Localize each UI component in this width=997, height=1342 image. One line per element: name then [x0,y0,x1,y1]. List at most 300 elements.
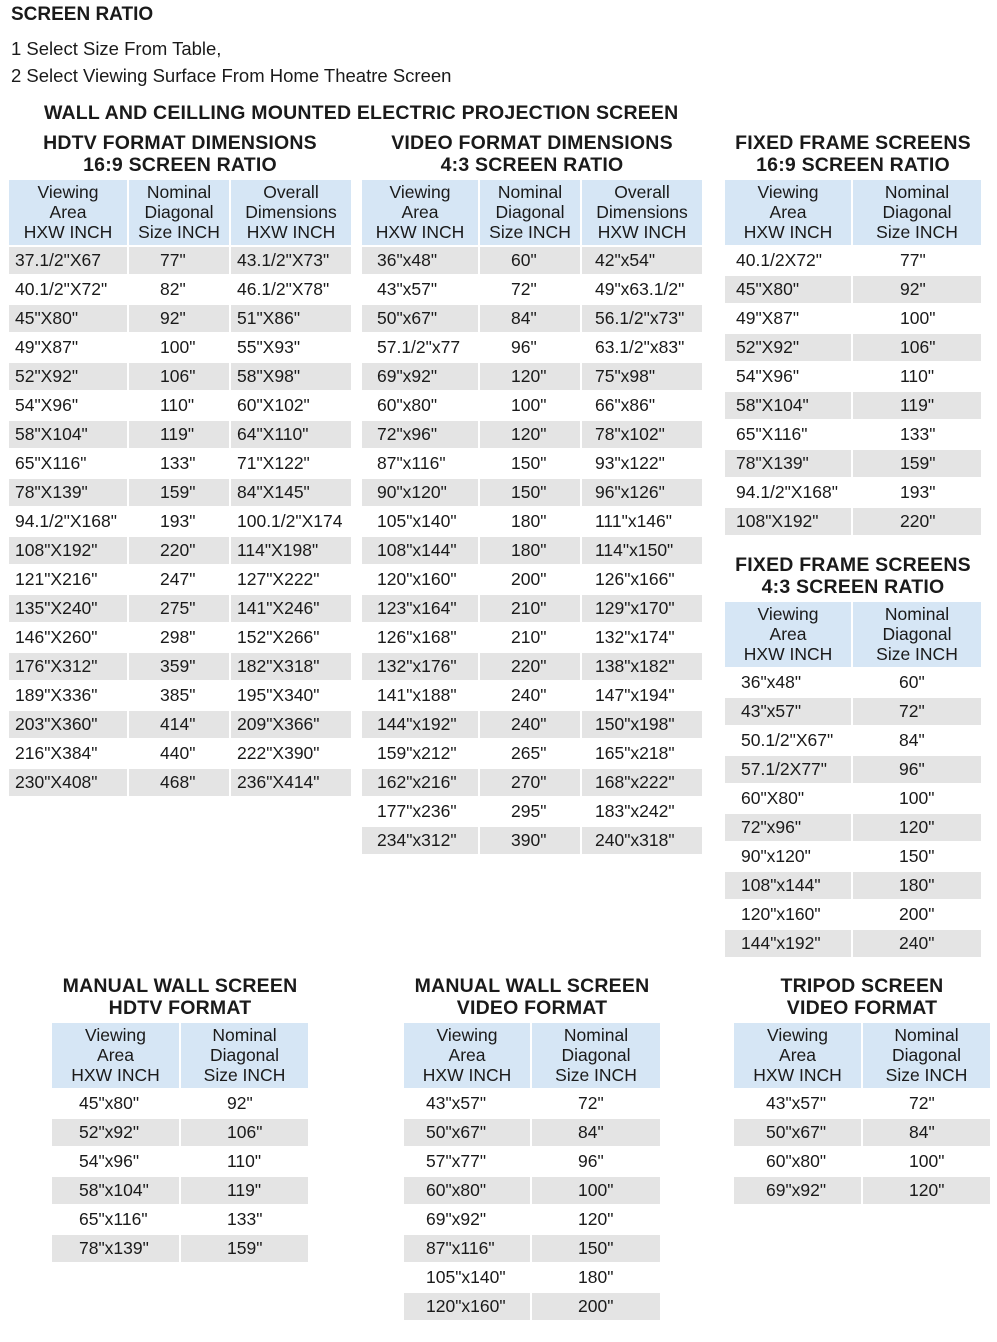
table-cell: 120"x160" [404,1293,530,1320]
table-cell: 265" [511,743,547,763]
column-header-line: Diagonal [882,624,952,644]
table-row [725,727,981,754]
table-cell: 52"X92" [9,363,127,390]
table-row [404,1235,660,1262]
table-cell: 110" [900,366,935,386]
table-row [362,624,702,651]
table-cell: 43.1/2"X73" [231,247,351,274]
table-title-line: 4:3 SCREEN RATIO [761,576,945,598]
table-cell: 45"X80" [725,276,851,303]
table-row [52,1235,308,1262]
table-cell: 132"x174" [595,627,675,647]
table-row [9,566,351,593]
table-cell: 100" [511,395,547,415]
column-header-line: Overall [614,182,670,202]
table-cell: 43"x57" [766,1093,827,1113]
table-cell: 108"x144" [362,537,478,564]
table-row [725,814,981,841]
table-row [52,1148,308,1175]
table-row [362,595,702,622]
table-row [362,363,702,390]
table-cell: 93"x122" [595,453,665,473]
table-row [9,363,351,390]
table-cell: 78"x102" [582,421,702,448]
table-cell: 84" [480,305,580,332]
table-cell: 60"x80" [766,1151,827,1171]
table-cell: 141"x188" [377,685,457,705]
column-header [52,1023,179,1088]
column-header-line: Area [97,1045,134,1065]
table-cell: 54"x96" [79,1151,140,1171]
column-header-line: Diagonal [891,1045,962,1065]
table-cell: 203"X360" [9,711,127,738]
table-cell: 92" [227,1093,253,1113]
table-cell: 87"x116" [404,1235,530,1262]
table-row [725,669,981,696]
column-header-line: Viewing [436,1025,498,1045]
table-cell: 123"x164" [362,595,478,622]
table-row [362,392,702,419]
table-cell: 234"x312" [362,827,478,854]
table-row [362,334,702,361]
table-cell: 150" [899,846,935,866]
table-cell: 468" [129,769,229,796]
table-cell: 84" [863,1119,990,1146]
table-row [52,1090,308,1117]
column-header-line: Viewing [757,604,819,624]
table-row [362,305,702,332]
table-row [725,756,981,783]
table-row [725,901,981,928]
column-header-line: Diagonal [882,202,952,222]
table-cell: 78"X139" [725,450,851,477]
table-cell: 146"X260" [15,627,98,647]
table-cell: 60" [899,672,925,692]
table-cell: 119" [129,421,229,448]
table-title-line: MANUAL WALL SCREEN [414,975,650,997]
column-header [181,1023,308,1088]
table-cell: 385" [160,685,196,705]
table-cell: 43"x57" [426,1093,487,1113]
table-row [725,479,981,506]
table-title-line: 4:3 SCREEN RATIO [440,154,624,176]
table-row [52,1206,308,1233]
table-cell: 60"X102" [237,395,310,415]
table-cell: 110" [227,1151,262,1171]
table-row [725,305,981,332]
table-row [362,740,702,767]
table-row [734,1119,990,1146]
column-header-line: Viewing [767,1025,828,1045]
table-cell: 69"x92" [426,1209,487,1229]
table-row [725,872,981,899]
table-cell: 165"x218" [595,743,675,763]
table-title-line: HDTV FORMAT DIMENSIONS [43,132,317,154]
column-header-line: Size INCH [138,222,220,242]
table-cell: 120"x160" [377,569,457,589]
table-cell: 105"x140" [426,1267,506,1287]
table-cell: 138"x182" [582,653,702,680]
table-cell: 298" [160,627,196,647]
table-row [404,1148,660,1175]
table-header [404,1023,660,1088]
table-cell: 37.1/2"X67 [9,247,127,274]
table-cell: 50"x67" [734,1119,861,1146]
table-cell: 94.1/2"X168" [736,482,838,502]
table-cell: 63.1/2"x83" [595,337,685,357]
table-cell: 82" [160,279,186,299]
column-header-line: HXW INCH [597,222,687,242]
table-cell: 84" [532,1119,660,1146]
column-header [231,180,351,245]
table-cell: 96" [853,756,981,783]
table-cell: 49"X87" [15,337,79,357]
table-cell: 72"x96" [725,814,851,841]
table-cell: 240" [511,685,547,705]
table-cell: 193" [160,511,196,531]
table-row [9,624,351,651]
table-title [404,975,660,1019]
table-cell: 106" [181,1119,308,1146]
column-header-line: Diagonal [209,1045,280,1065]
table-cell: 96"x126" [582,479,702,506]
table-cell: 210" [511,627,547,647]
column-header-line: Nominal [146,182,212,202]
table-cell: 50.1/2"X67" [741,730,834,750]
table-row [725,508,981,535]
table-cell: 120"x160" [741,904,821,924]
table-cell: 65"x116" [79,1209,148,1229]
table-cell: 56.1/2"x73" [582,305,702,332]
table-row [9,537,351,564]
table-cell: 78"x139" [52,1235,179,1262]
column-header [404,1023,530,1088]
column-header-line: Diagonal [561,1045,631,1065]
table-row [52,1177,308,1204]
table-cell: 127"X222" [237,569,320,589]
table-row [9,711,351,738]
table-row [362,798,702,825]
table-cell: 72" [511,279,537,299]
column-header-line: Nominal [563,1025,629,1045]
table-cell: 50"x67" [404,1119,530,1146]
table-row [362,682,702,709]
column-header-line: HXW INCH [743,222,833,242]
column-header-line: HXW INCH [246,222,336,242]
table-cell: 126"x166" [595,569,675,589]
table-cell: 119" [853,392,981,419]
manual-wall-video-table [404,975,660,1320]
table-row [404,1264,660,1291]
table-cell: 216"X384" [15,743,98,763]
table-cell: 72"x96" [362,421,478,448]
table-title-line: 16:9 SCREEN RATIO [83,154,277,176]
table-cell: 72" [909,1093,935,1113]
table-cell: 60"X80" [741,788,805,808]
table-row [725,247,981,274]
table-title [725,132,981,176]
table-row [362,421,702,448]
table-cell: 150" [511,453,547,473]
table-cell: 66"x86" [595,395,656,415]
table-cell: 43"x57" [725,698,851,725]
table-row [9,508,351,535]
table-row [725,276,981,303]
table-cell: 168"x222" [582,769,702,796]
table-cell: 100" [909,1151,945,1171]
table-header [725,180,981,245]
table-cell: 159" [181,1235,308,1262]
table-cell: 106" [129,363,229,390]
table-cell: 390" [480,827,580,854]
column-header [362,180,478,245]
table-cell: 72" [853,698,981,725]
tripod-screen-table [734,975,990,1204]
table-cell: 71"X122" [237,453,310,473]
instruction-2: 2 Select Viewing Surface From Home Theatre Screen [11,65,452,86]
column-header [9,180,127,245]
table-cell: 90"x120" [362,479,478,506]
column-header-line: Size INCH [489,222,571,242]
table-cell: 240" [480,711,580,738]
table-cell: 84" [899,730,925,750]
table-cell: 162"x216" [362,769,478,796]
table-cell: 120" [578,1209,614,1229]
table-row [404,1177,660,1204]
table-title-line: TRIPOD SCREEN [780,975,944,997]
table-header [734,1023,990,1088]
table-cell: 58"X98" [231,363,351,390]
table-cell: 177"x236" [377,801,457,821]
column-header-line: Viewing [37,182,99,202]
table-cell: 51"X86" [231,305,351,332]
table-cell: 60" [480,247,580,274]
table-cell: 77" [129,247,229,274]
table-cell: 230"X408" [9,769,127,796]
table-cell: 240"x318" [582,827,702,854]
table-cell: 42"x54" [582,247,702,274]
column-header-line: Area [769,202,807,222]
table-title [725,554,981,598]
table-cell: 150" [532,1235,660,1262]
column-header-line: HXW INCH [422,1065,512,1085]
table-row [9,450,351,477]
table-cell: 72" [578,1093,604,1113]
column-header-line: Nominal [497,182,563,202]
table-cell: 96" [578,1151,604,1171]
column-header [863,1023,990,1088]
table-cell: 87"x116" [377,453,446,473]
table-cell: 180" [511,511,547,531]
table-cell: 144"x192" [362,711,478,738]
column-header [725,602,851,667]
column-header-line: Viewing [85,1025,146,1045]
table-cell: 108"X192" [9,537,127,564]
table-cell: 100.1/2"X174 [237,511,343,531]
column-header-line: Size INCH [203,1065,286,1085]
table-row [725,421,981,448]
column-header-line: HXW INCH [375,222,465,242]
table-row [362,276,702,303]
table-cell: 209"X366" [231,711,351,738]
column-header [582,180,702,245]
column-header [853,602,981,667]
hdtv-format-table [9,132,351,796]
table-cell: 222"X390" [237,743,320,763]
main-title: WALL AND CEILLING MOUNTED ELECTRIC PROJECTION SCREEN [44,102,679,124]
table-row [362,537,702,564]
table-row [725,450,981,477]
table-row [52,1119,308,1146]
table-cell: 69"x92" [734,1177,861,1204]
table-cell: 200" [511,569,547,589]
table-cell: 57.1/2X77" [725,756,851,783]
table-row [362,653,702,680]
table-cell: 52"X92" [725,334,851,361]
table-cell: 106" [853,334,981,361]
table-title [9,132,351,176]
table-cell: 45"x80" [79,1093,140,1113]
table-cell: 150"x198" [582,711,702,738]
table-row [362,769,702,796]
table-row [734,1148,990,1175]
table-header [362,180,702,245]
table-cell: 189"X336" [15,685,98,705]
column-header-line: Size INCH [876,644,958,664]
table-cell: 114"X198" [231,537,351,564]
table-cell: 183"x242" [595,801,675,821]
table-row [9,595,351,622]
table-cell: 108"X192" [725,508,851,535]
table-row [725,392,981,419]
table-cell: 119" [181,1177,308,1204]
table-row [362,508,702,535]
table-row [9,247,351,274]
table-cell: 57.1/2"x77 [377,337,461,357]
table-cell: 58"X104" [725,392,851,419]
table-row [9,769,351,796]
table-title [734,975,990,1019]
table-row [9,653,351,680]
table-cell: 78"X139" [9,479,127,506]
table-cell: 200" [532,1293,660,1320]
table-cell: 270" [480,769,580,796]
table-cell: 240" [853,930,981,957]
column-header [532,1023,660,1088]
page-heading: SCREEN RATIO [11,4,154,25]
table-cell: 94.1/2"X168" [15,511,117,531]
table-cell: 126"x168" [377,627,457,647]
table-row [725,363,981,390]
table-row [9,479,351,506]
table-row [725,785,981,812]
table-cell: 92" [853,276,981,303]
table-row [9,305,351,332]
table-cell: 414" [129,711,229,738]
fixed-frame-169-table [725,132,981,535]
column-header [725,180,851,245]
table-cell: 49"X87" [736,308,800,328]
table-cell: 180" [578,1267,614,1287]
table-cell: 159"x212" [377,743,457,763]
table-row [725,334,981,361]
column-header-line: Diagonal [144,202,214,222]
table-row [9,682,351,709]
table-cell: 120" [853,814,981,841]
table-cell: 50"x67" [362,305,478,332]
table-cell: 147"x194" [595,685,675,705]
table-cell: 40.1/2"X72" [15,279,108,299]
table-cell: 58"X104" [9,421,127,448]
table-cell: 193" [900,482,936,502]
column-header-line: Diagonal [495,202,565,222]
column-header [853,180,981,245]
table-cell: 90"x120" [741,846,811,866]
table-row [362,566,702,593]
column-header-line: HXW INCH [753,1065,842,1085]
table-title-line: HDTV FORMAT [108,997,252,1019]
table-cell: 159" [129,479,229,506]
column-header-line: Size INCH [555,1065,637,1085]
column-header-line: Area [49,202,87,222]
table-cell: 75"x98" [582,363,702,390]
table-cell: 114"x150" [582,537,702,564]
table-row [404,1206,660,1233]
table-cell: 295" [511,801,547,821]
table-row [9,334,351,361]
column-header [480,180,580,245]
table-cell: 132"x176" [362,653,478,680]
table-cell: 45"X80" [9,305,127,332]
table-cell: 52"x92" [52,1119,179,1146]
table-cell: 65"X116" [736,424,808,444]
table-row [362,479,702,506]
table-title [52,975,308,1019]
table-cell: 440" [160,743,196,763]
column-header-line: HXW INCH [23,222,113,242]
table-cell: 220" [480,653,580,680]
table-cell: 57"x77" [426,1151,487,1171]
table-row [404,1090,660,1117]
column-header-line: Nominal [894,1025,959,1045]
column-header-line: Size INCH [885,1065,968,1085]
table-title-line: 16:9 SCREEN RATIO [756,154,950,176]
table-cell: 247" [160,569,196,589]
table-cell: 40.1/2X72" [736,250,823,270]
table-cell: 120" [863,1177,990,1204]
table-cell: 105"x140" [377,511,457,531]
table-row [725,843,981,870]
column-header-line: Size INCH [876,222,958,242]
table-cell: 182"X318" [231,653,351,680]
table-title-line: FIXED FRAME SCREENS [735,554,971,576]
table-cell: 120" [480,363,580,390]
table-row [404,1119,660,1146]
table-cell: 77" [900,250,926,270]
table-cell: 135"X240" [9,595,127,622]
table-title-line: MANUAL WALL SCREEN [62,975,298,997]
table-cell: 180" [853,872,981,899]
table-row [362,247,702,274]
table-cell: 60"x80" [404,1177,530,1204]
table-header [725,602,981,667]
table-cell: 60"x80" [377,395,438,415]
table-cell: 120" [480,421,580,448]
column-header-line: Area [779,1045,816,1065]
table-row [734,1090,990,1117]
table-cell: 110" [160,395,195,415]
table-cell: 220" [129,537,229,564]
